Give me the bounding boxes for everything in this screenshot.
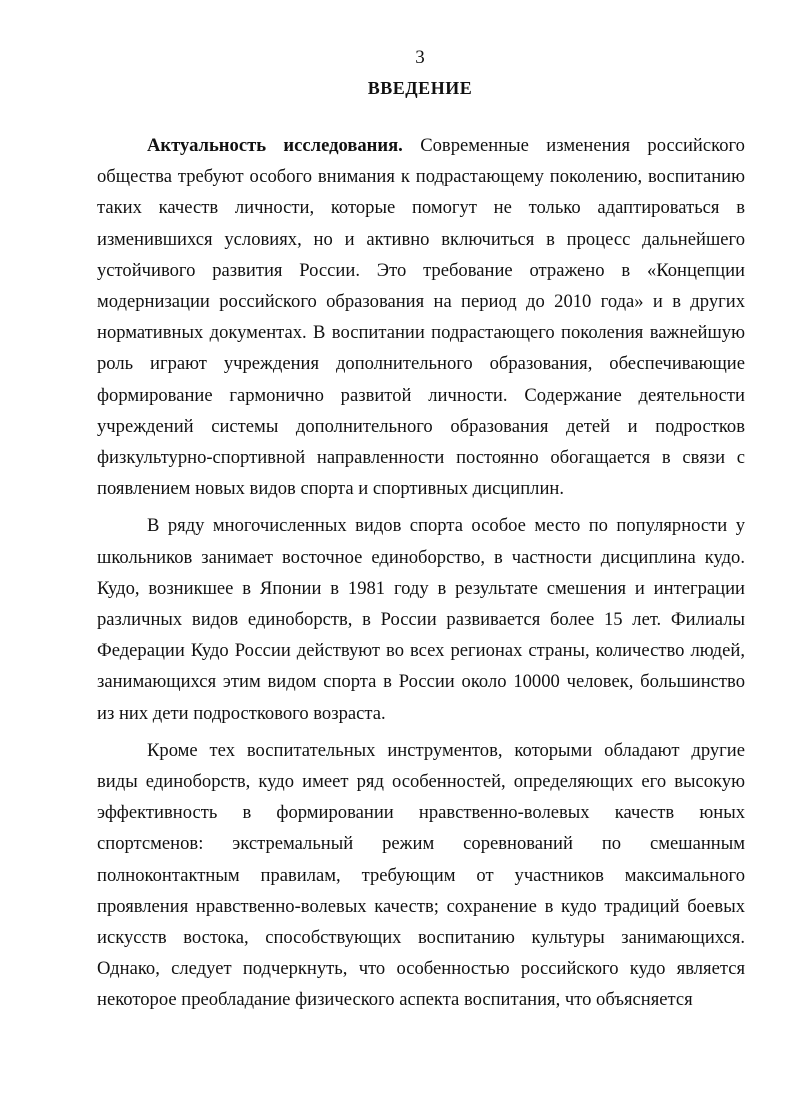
paragraph-text: Кроме тех воспитательных инструментов, которыми обладают другие виды единоборств, кудо имеет ряд особенностей, определяющих его высокую эффективность в формировании нравственно-волевых качеств юных спортсменов: экстремальный режим соревнований по смешанным полноконтактным правилам, требующим от участников максимального проявления нравственно-волевых качеств; сохранение в кудо традиций боевых искусств востока, способствующих воспитанию культуры занимающихся. Однако, следует подчеркнуть, что особенностью российского кудо является некоторое преобладание физического аспекта воспитания, что объясняется: [97, 739, 745, 1011]
page-number: 3: [415, 47, 425, 68]
paragraph-text: Современные изменения российского общества требуют особого внимания к подрастающему поколению, воспитанию таких качеств личности, которые помогут не только адаптироваться в изменившихся условиях, но и активно включиться в процесс дальнейшего устойчивого развития России. Это требование отражено в «Концепции модернизации российского образования на период до 2010 года» и в других нормативных документах. В воспитании подрастающего поколения важнейшую роль играют учреждения дополнительного образования, обеспечивающие формирование гармонично развитой личности. Содержание деятельности учреждений системы дополнительного образования детей и подростков физкультурно-спортивной направленности постоянно обогащается в связи с появлением новых видов спорта и спортивных дисциплин.: [97, 135, 745, 500]
section-heading: ВВЕДЕНИЕ: [367, 78, 473, 98]
paragraph-kudo-popularity: [97, 510, 745, 728]
paragraph-text: В ряду многочисленных видов спорта особое место по популярности у школьников занимает восточное единоборство, в частности дисциплина кудо. Кудо, возникшее в Японии в 1981 году в результате смешения и интеграции различных видов единоборств, в России развивается более 15 лет. Филиалы Федерации Кудо России действуют во всех регионах страны, количество людей, занимающихся этим видом спорта в России около 10000 человек, большинство из них дети подросткового возраста.: [97, 515, 745, 724]
paragraph-kudo-features: [97, 735, 745, 1016]
paragraph-relevance: [97, 130, 745, 504]
paragraph-lead: Актуальность исследования.: [147, 135, 403, 156]
body-text: [97, 130, 745, 1016]
